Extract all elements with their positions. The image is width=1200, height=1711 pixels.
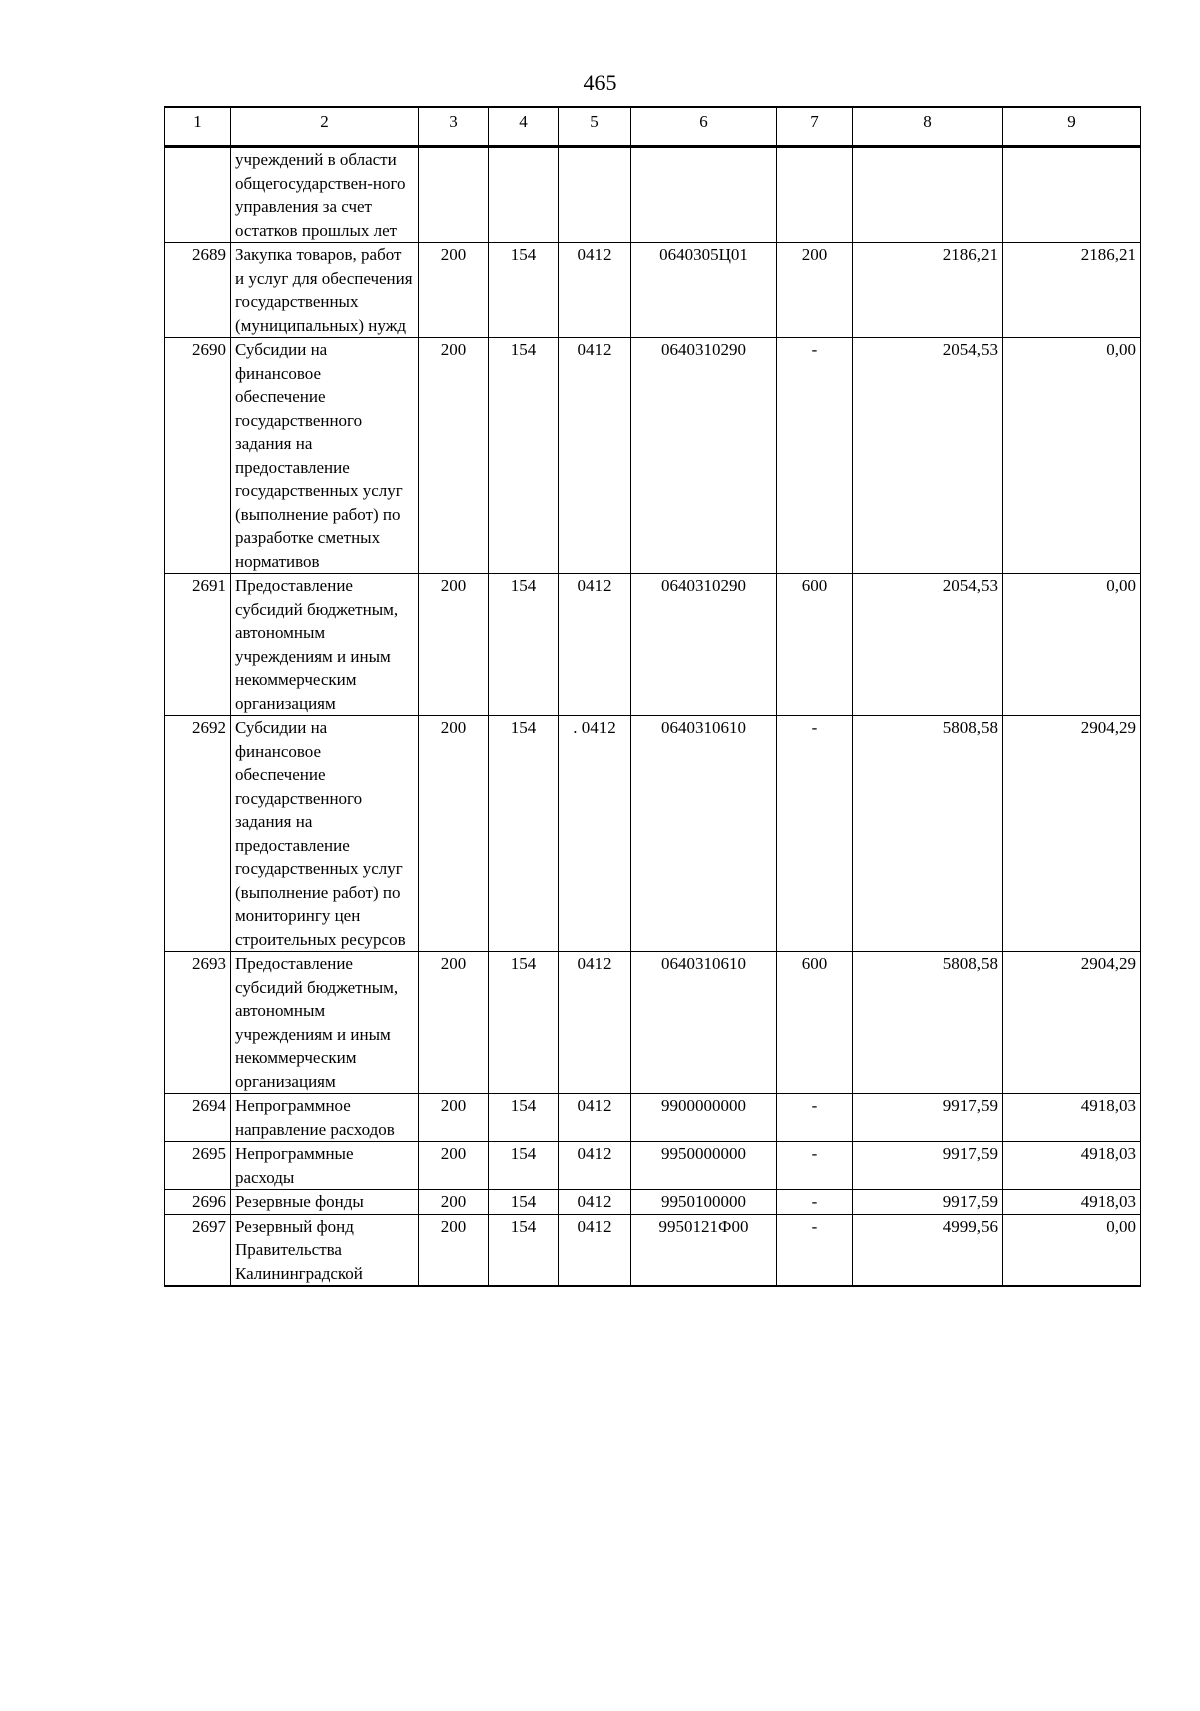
cell-col5: 0412	[559, 1214, 631, 1286]
cell-col5: 0412	[559, 1142, 631, 1190]
cell-col3: 200	[419, 716, 489, 952]
cell-col5: 0412	[559, 338, 631, 574]
cell-col4: 154	[489, 1214, 559, 1286]
row-description: Предоставление субсидий бюджетным, автономным учреждениям и иным некоммерческим организациям	[231, 952, 419, 1094]
cell-amount-col8: 2054,53	[853, 574, 1003, 716]
cell-col4: 154	[489, 243, 559, 338]
cell-amount-col8: 4999,56	[853, 1214, 1003, 1286]
cell-col5: 0412	[559, 1094, 631, 1142]
cell-target-article: 0640310290	[631, 338, 777, 574]
cell-amount-col8: 9917,59	[853, 1142, 1003, 1190]
table-row	[165, 952, 1141, 1094]
cell-col3: 200	[419, 1190, 489, 1215]
cell-expense-type: -	[777, 338, 853, 574]
cell-col3: 200	[419, 1142, 489, 1190]
cell-amount-col9: 4918,03	[1003, 1190, 1141, 1215]
cell-col4: 154	[489, 1142, 559, 1190]
column-header: 3	[419, 107, 489, 147]
cell-expense-type: 200	[777, 243, 853, 338]
continuation-row	[165, 147, 1141, 243]
cell-amount-col8: 5808,58	[853, 716, 1003, 952]
cell-empty	[777, 147, 853, 243]
row-number: 2692	[165, 716, 231, 952]
cell-expense-type: -	[777, 1214, 853, 1286]
row-description: Резервный фонд Правительства Калининградской	[231, 1214, 419, 1286]
cell-col4: 154	[489, 716, 559, 952]
cell-amount-col9: 2186,21	[1003, 243, 1141, 338]
cell-col5: 0412	[559, 243, 631, 338]
cell-empty	[165, 147, 231, 243]
cell-col3: 200	[419, 338, 489, 574]
cell-amount-col8: 5808,58	[853, 952, 1003, 1094]
table-row	[165, 1142, 1141, 1190]
cell-col3: 200	[419, 1094, 489, 1142]
column-header: 8	[853, 107, 1003, 147]
cell-expense-type: -	[777, 1094, 853, 1142]
row-number: 2697	[165, 1214, 231, 1286]
row-description: Субсидии на финансовое обеспечение государственного задания на предоставление государственных услуг (выполнение работ) по мониторингу цен строительных ресурсов	[231, 716, 419, 952]
cell-expense-type: 600	[777, 952, 853, 1094]
cell-amount-col9: 2904,29	[1003, 716, 1141, 952]
cell-amount-col9: 0,00	[1003, 338, 1141, 574]
table-row	[165, 1094, 1141, 1142]
cell-target-article: 9950000000	[631, 1142, 777, 1190]
cell-target-article: 9900000000	[631, 1094, 777, 1142]
row-number: 2693	[165, 952, 231, 1094]
table-row	[165, 574, 1141, 716]
cell-col4: 154	[489, 338, 559, 574]
column-header: 7	[777, 107, 853, 147]
cell-empty	[419, 147, 489, 243]
cell-amount-col9: 2904,29	[1003, 952, 1141, 1094]
row-number: 2695	[165, 1142, 231, 1190]
row-number: 2696	[165, 1190, 231, 1215]
column-header: 9	[1003, 107, 1141, 147]
cell-col4: 154	[489, 574, 559, 716]
cell-col5: 0412	[559, 574, 631, 716]
row-description: Предоставление субсидий бюджетным, автономным учреждениям и иным некоммерческим организациям	[231, 574, 419, 716]
cell-amount-col9: 4918,03	[1003, 1094, 1141, 1142]
cell-empty	[631, 147, 777, 243]
cell-target-article: 9950100000	[631, 1190, 777, 1215]
cell-empty	[853, 147, 1003, 243]
cell-col4: 154	[489, 1190, 559, 1215]
cell-expense-type: -	[777, 1190, 853, 1215]
row-description: Закупка товаров, работ и услуг для обеспечения государственных (муниципальных) нужд	[231, 243, 419, 338]
cell-target-article: 0640310610	[631, 716, 777, 952]
table-row	[165, 1214, 1141, 1286]
cell-amount-col9: 0,00	[1003, 1214, 1141, 1286]
cell-empty	[489, 147, 559, 243]
row-description: Непрограммные расходы	[231, 1142, 419, 1190]
row-number: 2690	[165, 338, 231, 574]
cell-expense-type: -	[777, 1142, 853, 1190]
cell-target-article: 0640310610	[631, 952, 777, 1094]
cell-amount-col8: 2054,53	[853, 338, 1003, 574]
cell-col5: 0412	[559, 952, 631, 1094]
table-row	[165, 338, 1141, 574]
cell-col3: 200	[419, 952, 489, 1094]
column-header: 6	[631, 107, 777, 147]
cell-amount-col8: 9917,59	[853, 1094, 1003, 1142]
cell-target-article: 0640305Ц01	[631, 243, 777, 338]
cell-target-article: 9950121Ф00	[631, 1214, 777, 1286]
column-header: 1	[165, 107, 231, 147]
cell-col4: 154	[489, 952, 559, 1094]
column-header: 2	[231, 107, 419, 147]
cell-col3: 200	[419, 243, 489, 338]
cell-expense-type: 600	[777, 574, 853, 716]
row-number: 2691	[165, 574, 231, 716]
cell-col4: 154	[489, 1094, 559, 1142]
row-description: Непрограммное направление расходов	[231, 1094, 419, 1142]
cell-col5: 0412	[559, 1190, 631, 1215]
column-header: 4	[489, 107, 559, 147]
row-description: Резервные фонды	[231, 1190, 419, 1215]
cell-expense-type: -	[777, 716, 853, 952]
row-number: 2689	[165, 243, 231, 338]
cell-amount-col9: 4918,03	[1003, 1142, 1141, 1190]
cell-target-article: 0640310290	[631, 574, 777, 716]
table-row	[165, 1190, 1141, 1215]
cell-col3: 200	[419, 1214, 489, 1286]
page-number: 465	[583, 70, 617, 95]
column-header: 5	[559, 107, 631, 147]
cell-empty	[1003, 147, 1141, 243]
budget-table	[164, 106, 1141, 1287]
cell-amount-col8: 9917,59	[853, 1190, 1003, 1215]
table-row	[165, 243, 1141, 338]
cell-amount-col8: 2186,21	[853, 243, 1003, 338]
cell-col3: 200	[419, 574, 489, 716]
table-row	[165, 716, 1141, 952]
cell-empty	[559, 147, 631, 243]
row-description: Субсидии на финансовое обеспечение государственного задания на предоставление государственных услуг (выполнение работ) по разработке сметных нормативов	[231, 338, 419, 574]
row-number: 2694	[165, 1094, 231, 1142]
continuation-description: учреждений в области общегосударствен-ного управления за счет остатков прошлых лет	[231, 147, 419, 243]
cell-amount-col9: 0,00	[1003, 574, 1141, 716]
cell-col5: . 0412	[559, 716, 631, 952]
header-row	[165, 107, 1141, 147]
